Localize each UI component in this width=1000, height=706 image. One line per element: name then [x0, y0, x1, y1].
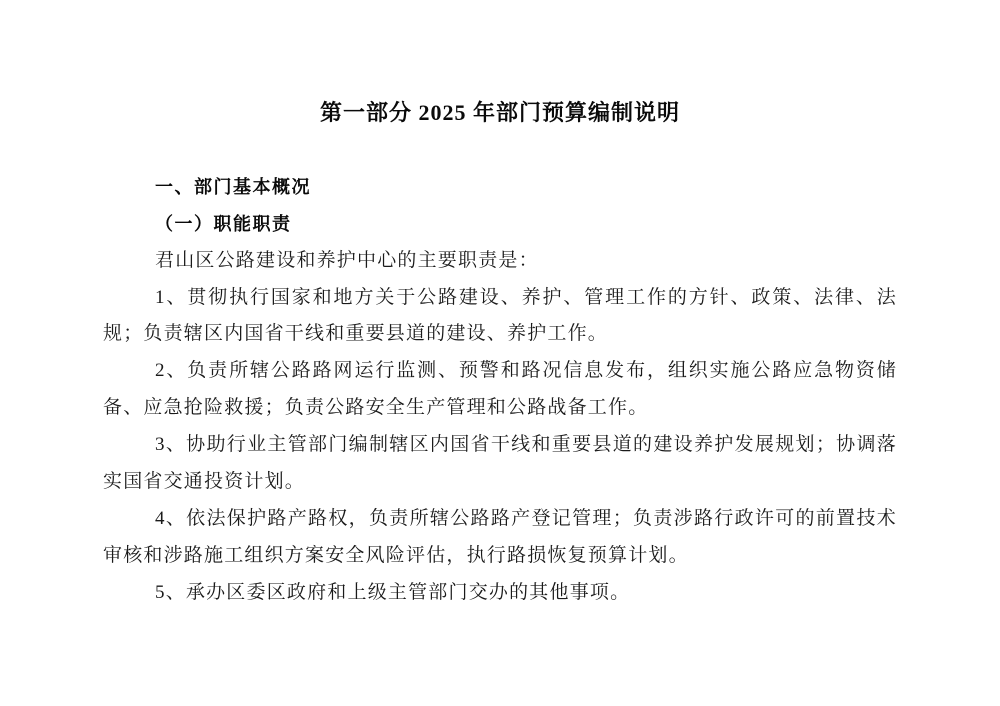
- duty-item-4: 4、依法保护路产路权，负责所辖公路路产登记管理；负责涉路行政许可的前置技术审核和涉路施工组织方案安全风险评估，执行路损恢复预算计划。: [103, 507, 897, 566]
- duty-item-2: 2、负责所辖公路路网运行监测、预警和路况信息发布，组织实施公路应急物资储备、应急抢险救援；负责公路安全生产管理和公路战备工作。: [103, 360, 897, 419]
- blank-line: [103, 132, 897, 169]
- duty-item-5: 5、承办区委区政府和上级主管部门交办的其他事项。: [155, 581, 631, 603]
- subsection-heading-duties: （一）职能职责: [155, 213, 292, 234]
- section-heading-basic-overview: 一、部门基本概况: [155, 176, 311, 197]
- document-title: 第一部分 2025 年部门预算编制说明: [319, 100, 680, 125]
- intro-paragraph: 君山区公路建设和养护中心的主要职责是：: [155, 249, 539, 271]
- duty-item-1: 1、贯彻执行国家和地方关于公路建设、养护、管理工作的方针、政策、法律、法规；负责辖区内国省干线和重要县道的建设、养护工作。: [103, 286, 897, 345]
- document-body: [103, 95, 897, 612]
- duty-item-3: 3、协助行业主管部门编制辖区内国省干线和重要县道的建设养护发展规划；协调落实国省交通投资计划。: [103, 434, 897, 493]
